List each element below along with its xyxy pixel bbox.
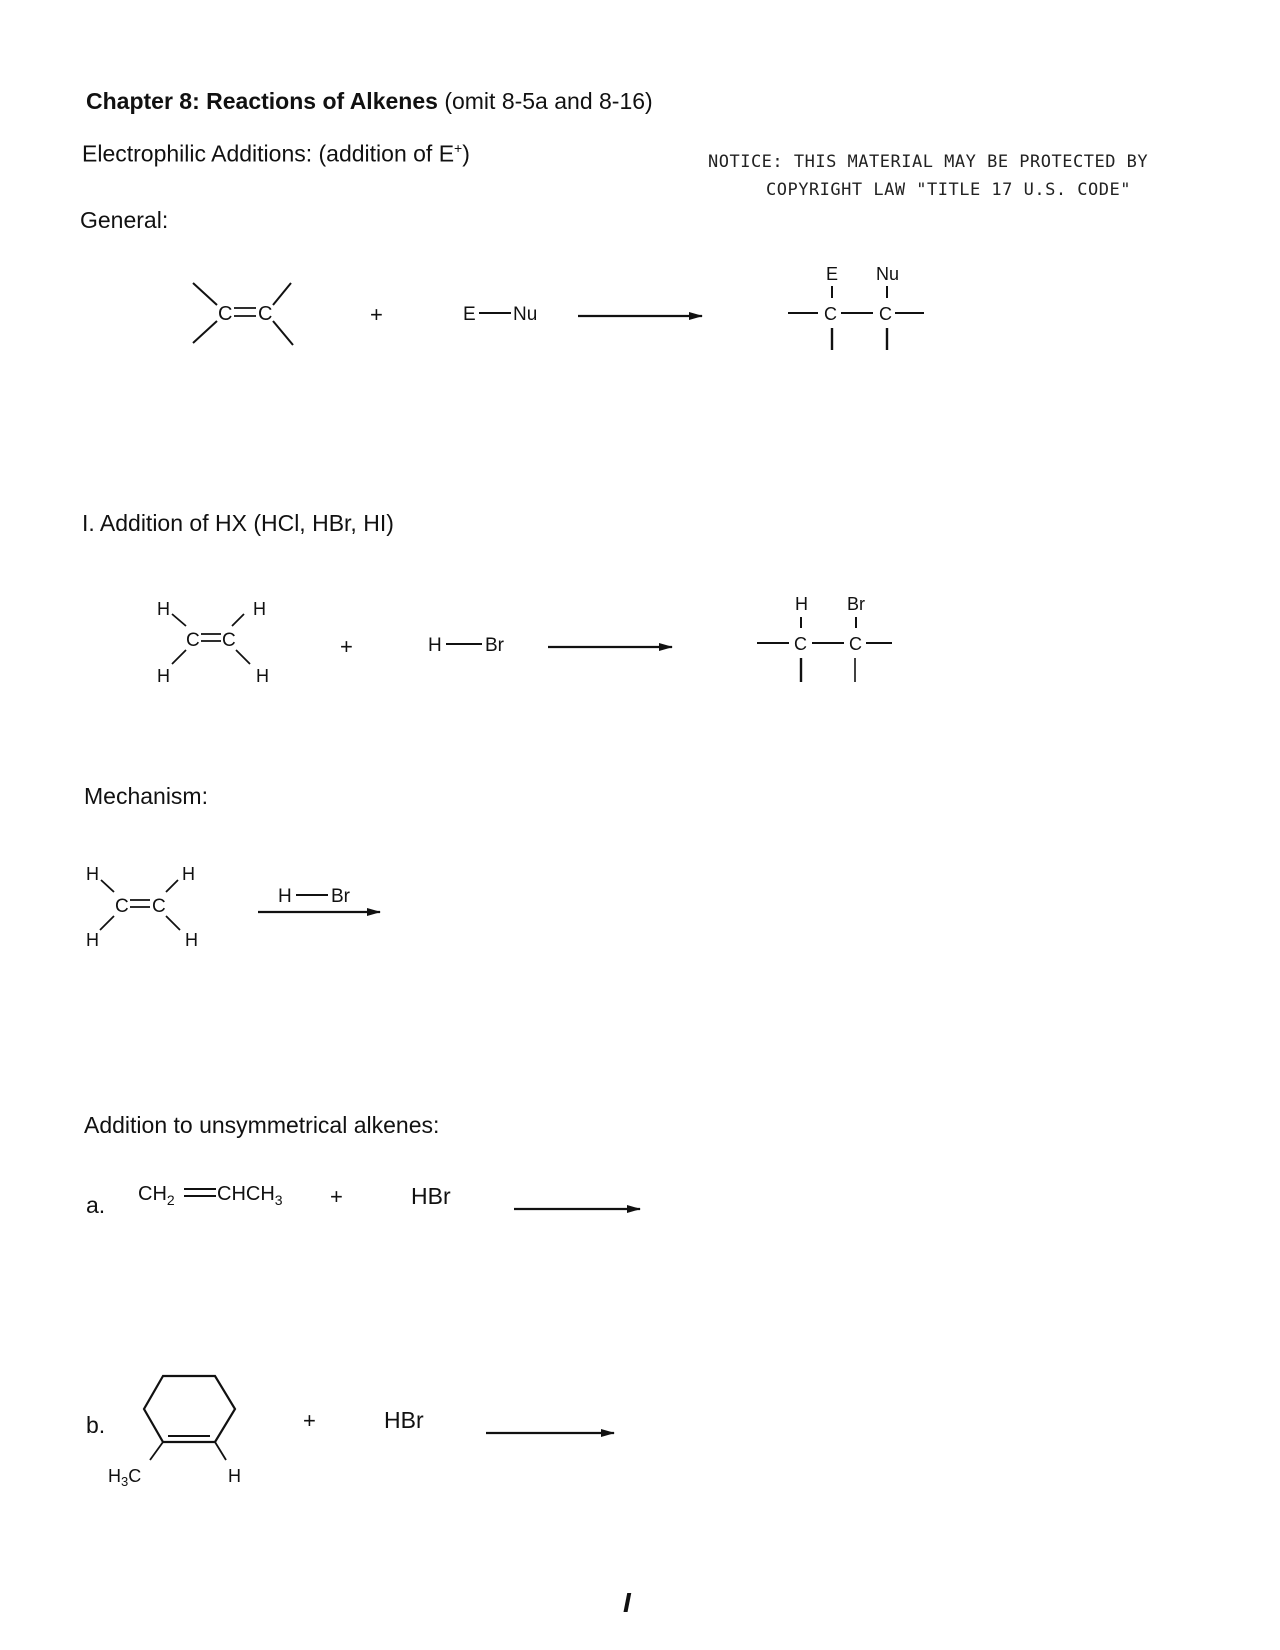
general-plus: + [370,302,383,327]
mech-c2: C [152,896,166,917]
mech-reagent-h: H [278,886,292,907]
section1-product-br: Br [847,594,865,614]
mech-h-tr: H [182,864,195,884]
copyright-notice-line2: COPYRIGHT LAW "TITLE 17 U.S. CODE" [766,180,1131,200]
section1-product-c1: C [794,634,807,654]
page-title-bold: Chapter 8: Reactions of Alkenes [86,88,438,114]
copyright-notice-line1: NOTICE: THIS MATERIAL MAY BE PROTECTED BY [708,152,1149,172]
item-a-label: a. [86,1192,106,1218]
general-product-e: E [826,264,839,284]
methylcyclohexene-h3c: $H_3C$ [108,1466,142,1489]
hbr-br: Br [485,635,504,656]
electrophilic-label: Electrophilic Additions: (addition of E [82,140,455,167]
ethylene-h-tr: H [253,599,266,619]
general-reagent-nu: Nu [513,304,538,325]
section1-product-h: H [795,594,808,614]
ethylene-h-tl: H [157,599,170,619]
electrophilic-close: ) [462,140,470,167]
hbr-h: H [428,635,442,656]
item-b-reagent: HBr [384,1407,424,1433]
item-b-label: b. [86,1412,106,1438]
mech-h-tl: H [86,864,99,884]
general-reagent-e: E [463,304,476,325]
propene-formula [138,1183,283,1208]
ethylene-molecule [157,599,269,686]
general-alkene-c2: C [258,303,273,325]
mech-h-br: H [185,930,198,950]
methylcyclohexene-h: H [228,1466,241,1486]
mechanism-label: Mechanism: [84,783,208,809]
general-reagent [463,304,537,325]
item-a-reagent: HBr [411,1183,451,1209]
propene-chch3: $CHCH_3$ [217,1183,283,1208]
page-title-note: (omit 8-5a and 8-16) [444,88,653,114]
mechanism-ethylene [86,864,198,950]
ethylene-c1: C [186,630,200,651]
ethylene-h-bl: H [157,666,170,686]
mech-h-bl: H [86,930,99,950]
ethylene-h-br: H [256,666,269,686]
page-mark: I [623,1587,631,1618]
general-alkene-c1: C [218,303,233,325]
mech-c1: C [115,896,129,917]
general-product-c1: C [824,304,837,324]
unsym-label: Addition to unsymmetrical alkenes: [84,1112,440,1138]
general-product [788,264,924,350]
general-alkene [193,283,293,345]
propene-ch2: $CH_2$ [138,1183,175,1208]
section1-product [757,594,892,682]
section1-title: I. Addition of HX (HCl, HBr, HI) [82,510,394,536]
section1-product-c2: C [849,634,862,654]
hbr-reagent [428,635,505,656]
ethylene-c2: C [222,630,236,651]
general-product-c2: C [879,304,892,324]
general-label: General: [80,207,169,233]
methylcyclohexene [108,1376,241,1489]
item-b-plus: + [303,1408,316,1433]
electrophilic-superscript: + [454,140,463,156]
mech-reagent-br: Br [331,886,350,907]
item-a-plus: + [330,1184,343,1209]
general-product-nu: Nu [876,264,900,284]
section1-plus: + [340,634,353,659]
